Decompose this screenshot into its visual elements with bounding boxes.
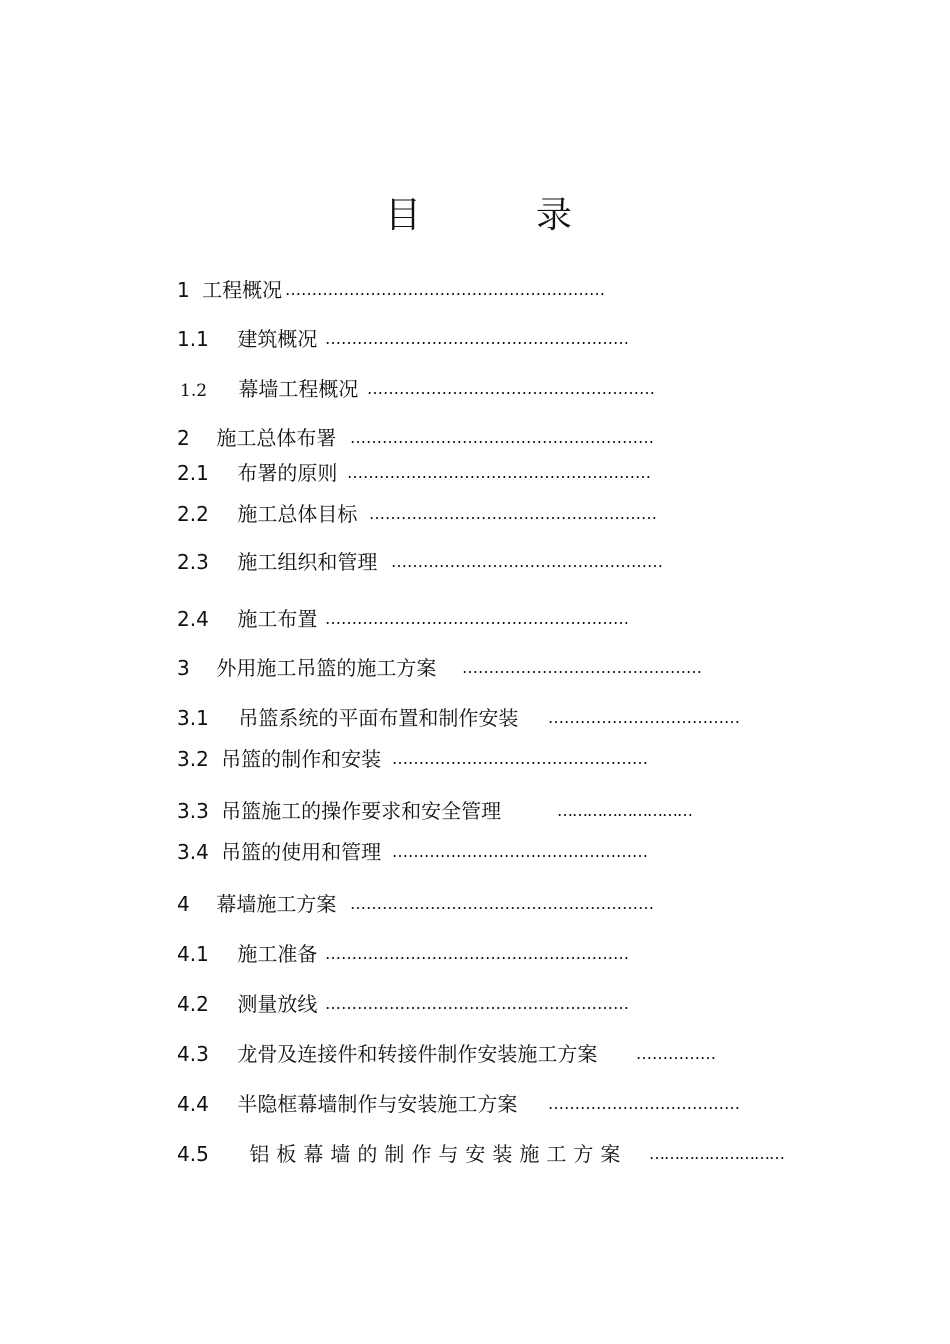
- toc-entry-title: 吊篮系统的平面布置和制作安装: [238, 706, 519, 730]
- toc-entry[interactable]: [177, 1139, 784, 1169]
- toc-entry-leader: ………………………………………………: [369, 504, 657, 523]
- toc-entry-number: 4: [177, 892, 190, 916]
- toc-entry-title: 龙骨及连接件和转接件制作安装施工方案: [237, 1042, 598, 1066]
- toc-entry-title: 外用施工吊篮的施工方案: [216, 656, 437, 680]
- toc-entry-leader: …………………………………………………: [325, 994, 629, 1013]
- toc-entry-title: 施工总体布署: [216, 426, 337, 450]
- toc-entry[interactable]: [177, 604, 629, 634]
- toc-entry-number: 1: [177, 278, 190, 302]
- toc-entry[interactable]: [177, 547, 663, 577]
- toc-entry-leader: …………………………………………………: [325, 944, 629, 963]
- toc-entry-title: 施工布置: [237, 607, 318, 631]
- toc-entry-number: 2: [177, 426, 190, 450]
- title-char-2: 录: [536, 195, 573, 236]
- toc-entry[interactable]: [177, 1089, 740, 1119]
- toc-entry-title: 建筑概况: [237, 327, 318, 351]
- toc-entry-leader: …………………………………………: [392, 749, 648, 768]
- toc-entry-number: 1.1: [177, 327, 209, 351]
- toc-entry[interactable]: [177, 1039, 716, 1069]
- toc-entry[interactable]: [177, 744, 648, 774]
- toc-entry-number: 4.2: [177, 992, 209, 1016]
- toc-entry-title: 幕墙施工方案: [216, 892, 337, 916]
- toc-entry-number: 4.1: [177, 942, 209, 966]
- toc-entry[interactable]: [177, 324, 629, 354]
- toc-entry[interactable]: [177, 374, 655, 404]
- toc-entry-title: 测量放线: [237, 992, 318, 1016]
- toc-entry-leader: ……………………………………………………: [285, 280, 605, 299]
- toc-entry-leader: ………………………………………………: [367, 379, 655, 398]
- toc-entry-number: 2.2: [177, 502, 209, 526]
- toc-entry-title: 幕墙工程概况: [238, 377, 359, 401]
- toc-entry[interactable]: [177, 703, 740, 733]
- toc-entry[interactable]: [177, 837, 648, 867]
- toc-entry-leader: ………………………………………: [462, 658, 702, 677]
- toc-entry-leader: …………………………………………………: [325, 609, 629, 628]
- toc-entry-number: 3.4: [177, 840, 209, 864]
- toc-entry[interactable]: [177, 499, 657, 529]
- toc-entry[interactable]: [177, 989, 629, 1019]
- toc-entry-number: 2.4: [177, 607, 209, 631]
- toc-entry[interactable]: [177, 889, 654, 919]
- toc-entry-number: 3.2: [177, 747, 209, 771]
- toc-entry-leader: …………………………………………………: [350, 428, 654, 447]
- toc-entry-number: 2.1: [177, 461, 209, 485]
- toc-entry-leader: ……………: [636, 1044, 716, 1063]
- toc-entry[interactable]: [177, 458, 651, 488]
- toc-entry-leader: …………………………………………: [392, 842, 648, 861]
- toc-entry-number: 1.2: [180, 381, 208, 401]
- toc-entry-title: 吊篮施工的操作要求和安全管理: [221, 799, 502, 823]
- toc-entry-title: 施工准备: [237, 942, 318, 966]
- toc-entry-number: 4.3: [177, 1042, 209, 1066]
- toc-entry-title: 施工总体目标: [237, 502, 358, 526]
- toc-entry-leader: …………………………………………………: [347, 463, 651, 482]
- toc-entry-leader: …………………………………………………: [325, 329, 629, 348]
- toc-entry-number: 2.3: [177, 550, 209, 574]
- toc-entry[interactable]: [177, 939, 629, 969]
- toc-entry-leader: ………………………………: [548, 708, 740, 727]
- toc-entry-leader: ………………………: [557, 801, 692, 820]
- toc-title: [0, 192, 950, 242]
- toc-entry-title: 吊篮的制作和安装: [221, 747, 382, 771]
- toc-entry-title: 吊篮的使用和管理: [221, 840, 382, 864]
- toc-entry-title: 工程概况: [202, 278, 283, 302]
- toc-entry-title: 施工组织和管理: [237, 550, 378, 574]
- toc-entry[interactable]: [177, 423, 654, 453]
- toc-entry-number: 3.3: [177, 799, 209, 823]
- toc-entry-title: 布署的原则: [237, 461, 338, 485]
- toc-entry-leader: ……………………………………………: [391, 552, 663, 571]
- toc-entry-leader: ………………………………: [548, 1094, 740, 1113]
- toc-entry-title: 铝板幕墙的制作与安装施工方案: [249, 1142, 628, 1166]
- toc-entry-number: 4.5: [177, 1142, 209, 1166]
- title-char-1: 目: [385, 195, 422, 236]
- toc-entry-number: 3.1: [177, 706, 209, 730]
- toc-entry-title: 半隐框幕墙制作与安装施工方案: [237, 1092, 518, 1116]
- toc-entry-leader: ………………………: [649, 1144, 784, 1163]
- toc-entry[interactable]: [177, 275, 605, 305]
- toc-entry[interactable]: [177, 796, 692, 826]
- toc-entry[interactable]: [177, 653, 702, 683]
- toc-entry-number: 4.4: [177, 1092, 209, 1116]
- toc-entry-number: 3: [177, 656, 190, 680]
- toc-entry-leader: …………………………………………………: [350, 894, 654, 913]
